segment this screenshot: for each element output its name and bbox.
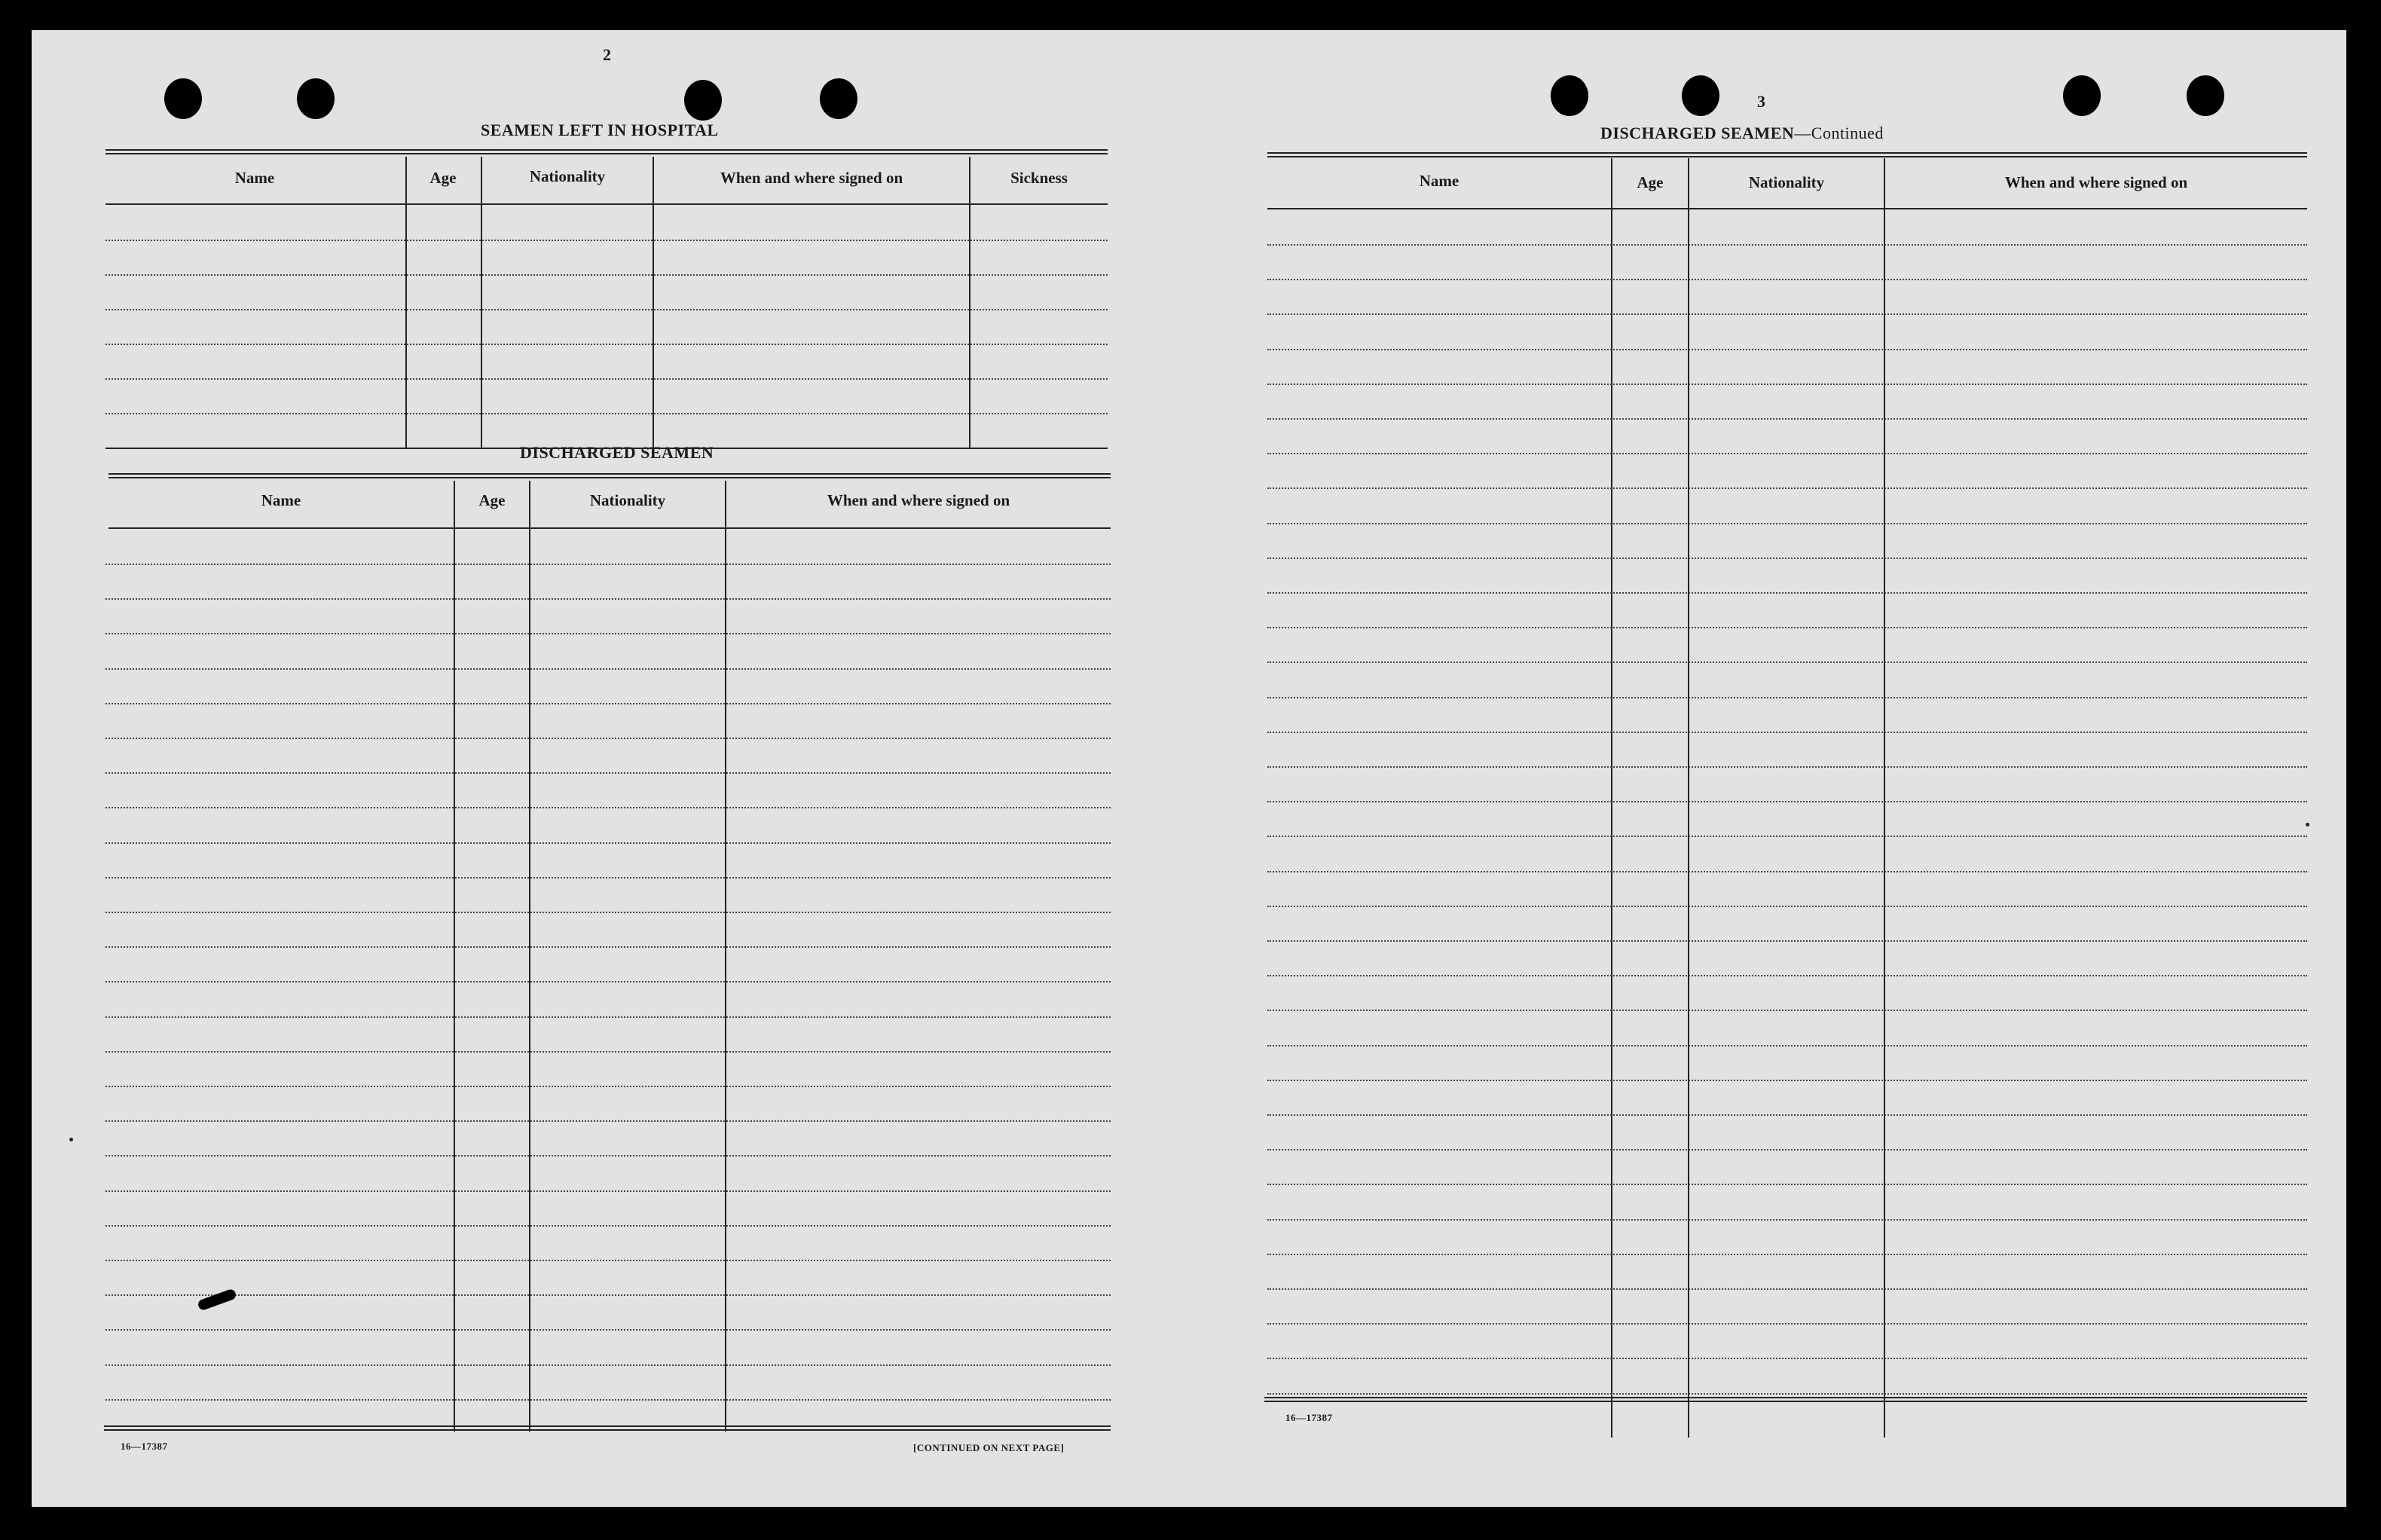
entry-line <box>1267 975 2307 976</box>
column-header-age: Age <box>478 491 506 509</box>
title-suffix: —Continued <box>1794 124 1884 142</box>
entry-line <box>1267 906 2307 907</box>
form-number: 16—17387 <box>1285 1412 1333 1423</box>
entry-line <box>1267 627 2307 628</box>
column-divider <box>405 157 407 448</box>
entry-line <box>105 1120 1111 1122</box>
punch-hole <box>1682 75 1719 116</box>
entry-line <box>105 1399 1111 1401</box>
entry-line <box>1267 871 2307 872</box>
entry-line <box>1267 1288 2307 1290</box>
entry-line <box>1267 801 2307 802</box>
entry-line <box>105 413 1108 414</box>
entry-line <box>105 912 1111 913</box>
column-divider <box>653 157 654 448</box>
column-header-nationality: Nationality <box>529 167 606 185</box>
header-bottom-rule <box>1267 208 2307 209</box>
entry-line <box>1267 1219 2307 1221</box>
column-header-age: Age <box>429 169 457 187</box>
continued-note: [CONTINUED ON NEXT PAGE] <box>913 1442 1065 1453</box>
entry-line <box>105 1155 1111 1157</box>
entry-line <box>105 1190 1111 1192</box>
entry-line <box>1267 523 2307 524</box>
entry-line <box>105 772 1111 774</box>
entry-line <box>1267 697 2307 698</box>
entry-line <box>1267 1393 2307 1395</box>
ink-speck <box>2306 823 2309 827</box>
entry-line <box>105 981 1111 982</box>
entry-line <box>1267 766 2307 768</box>
punch-hole <box>684 80 722 121</box>
entry-line <box>1267 418 2307 420</box>
entry-line <box>105 668 1111 670</box>
entry-line <box>105 598 1111 600</box>
column-header-sickness: Sickness <box>1010 169 1068 187</box>
table-top-rule <box>1267 152 2307 157</box>
column-header-name: Name <box>234 169 275 187</box>
entry-line <box>1267 487 2307 489</box>
entry-line <box>105 807 1111 808</box>
entry-line <box>1267 1114 2307 1116</box>
ink-mark <box>197 1288 237 1312</box>
table-bottom-rule <box>104 1425 1111 1431</box>
column-header-name: Name <box>261 491 301 509</box>
ink-speck <box>69 1138 73 1141</box>
punch-hole <box>1551 75 1588 116</box>
form-number: 16—17387 <box>121 1441 168 1452</box>
column-header-signed-on: When and where signed on <box>720 169 903 187</box>
entry-line <box>105 738 1111 739</box>
column-divider <box>969 157 970 448</box>
punch-hole <box>297 78 335 119</box>
entry-line <box>1267 1184 2307 1185</box>
column-header-name: Name <box>1419 172 1459 190</box>
entry-line <box>1267 1045 2307 1047</box>
entry-line <box>105 1260 1111 1261</box>
column-header-signed-on: When and where signed on <box>827 491 1010 509</box>
entry-line <box>105 633 1111 634</box>
table-bottom-rule <box>1264 1397 2307 1402</box>
entry-line <box>105 1294 1111 1296</box>
entry-line <box>105 1086 1111 1087</box>
table-top-rule <box>109 473 1111 478</box>
entry-line <box>1267 383 2307 385</box>
entry-line <box>1267 1010 2307 1011</box>
entry-line <box>105 274 1108 276</box>
title-main: DISCHARGED SEAMEN <box>1600 124 1795 142</box>
entry-line <box>105 378 1108 380</box>
column-header-nationality: Nationality <box>589 491 666 509</box>
entry-line <box>1267 1323 2307 1325</box>
punch-hole <box>2063 75 2101 116</box>
entry-line <box>105 1364 1111 1366</box>
table-top-rule <box>105 149 1108 154</box>
entry-line <box>105 842 1111 844</box>
entry-line <box>1267 558 2307 559</box>
discharged-section-title: DISCHARGED SEAMEN <box>520 443 714 462</box>
entry-line <box>105 1051 1111 1053</box>
punch-hole <box>820 78 857 119</box>
entry-line <box>1267 1080 2307 1081</box>
entry-line <box>105 344 1108 345</box>
entry-line <box>1267 662 2307 663</box>
entry-line <box>1267 732 2307 733</box>
entry-line <box>1267 349 2307 350</box>
entry-line <box>105 1016 1111 1018</box>
header-bottom-rule <box>109 527 1111 529</box>
entry-line <box>1267 836 2307 837</box>
entry-line <box>1267 592 2307 594</box>
entry-line <box>1267 244 2307 246</box>
entry-line <box>105 703 1111 704</box>
entry-line <box>1267 313 2307 315</box>
column-header-nationality: Nationality <box>1748 173 1825 191</box>
punch-hole <box>164 78 202 119</box>
entry-line <box>105 1225 1111 1227</box>
column-header-age: Age <box>1637 173 1664 191</box>
entry-line <box>1267 1254 2307 1255</box>
punch-hole <box>2187 75 2224 116</box>
column-divider <box>529 481 530 1432</box>
entry-line <box>105 946 1111 948</box>
entry-line <box>105 240 1108 241</box>
column-header-signed-on: When and where signed on <box>2004 173 2188 191</box>
page-number: 3 <box>1757 92 1765 111</box>
entry-line <box>1267 453 2307 454</box>
column-divider <box>725 481 726 1432</box>
column-divider <box>481 157 482 448</box>
header-bottom-rule <box>105 203 1108 205</box>
entry-line <box>1267 1149 2307 1150</box>
entry-line <box>105 1329 1111 1331</box>
column-divider <box>454 481 455 1432</box>
entry-line <box>1267 279 2307 280</box>
document-sheet <box>32 30 2346 1507</box>
entry-line <box>1267 940 2307 942</box>
entry-line <box>105 564 1111 565</box>
discharged-continued-title <box>1600 124 1884 143</box>
page-number: 2 <box>603 45 611 64</box>
entry-line <box>105 309 1108 310</box>
entry-line <box>1267 1358 2307 1359</box>
entry-line <box>105 877 1111 878</box>
hospital-section-title: SEAMEN LEFT IN HOSPITAL <box>481 121 719 139</box>
